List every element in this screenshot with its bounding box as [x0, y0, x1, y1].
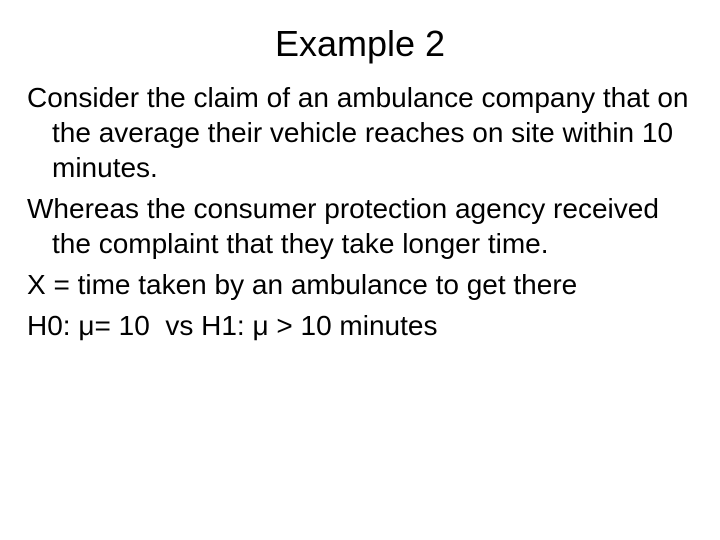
- complaint-paragraph: Whereas the consumer protection agency received the complaint that they take longer time.: [27, 193, 659, 259]
- slide-title: Example 2: [274, 23, 446, 64]
- variable-definition: X = time taken by an ambulance to get there: [27, 269, 578, 300]
- slide-body: [27, 80, 697, 343]
- hypotheses-line: H0: μ= 10 vs H1: μ > 10 minutes: [27, 310, 438, 341]
- claim-paragraph: Consider the claim of an ambulance company that on the average their vehicle reaches on site within 10 minutes.: [27, 82, 689, 183]
